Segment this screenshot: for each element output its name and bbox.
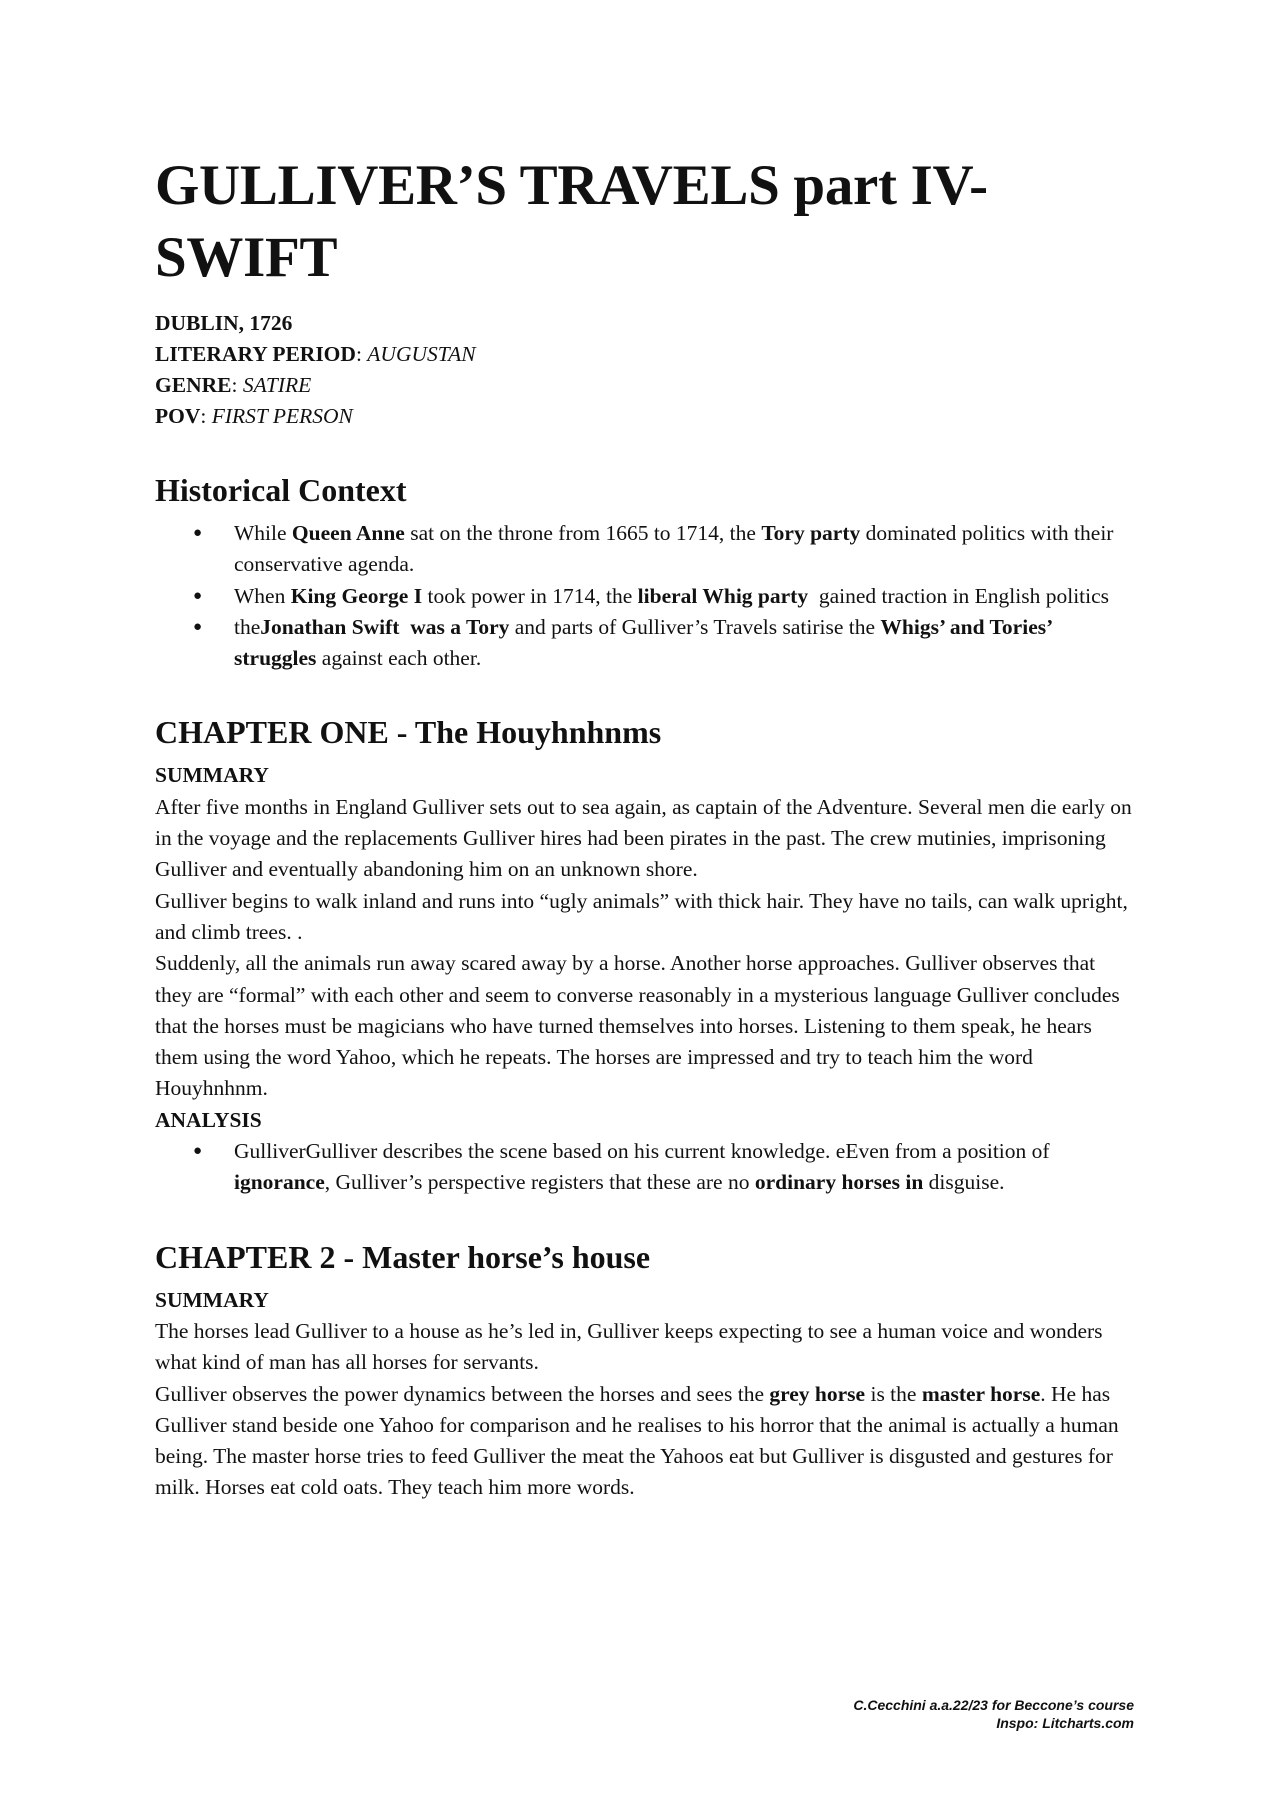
paragraph: Gulliver begins to walk inland and runs into “ugly animals” with thick hair. They have no tails, can walk upright, and climb trees. . <box>155 888 1128 944</box>
chapter-two-summary-label: SUMMARY <box>155 1287 269 1312</box>
bold-run: liberal Whig party <box>637 583 809 608</box>
pov: POV: FIRST PERSON <box>155 404 353 428</box>
paragraph: After five months in England Gulliver sets out to sea again, as captain of the Adventure. Several men die early on in the voyage and the replacements Gulliver hires had been pirates in the past. The crew mutinies, imprisoning Gulliver and eventually abandoning him on an unknown shore. <box>155 794 1132 882</box>
bold-run: Queen Anne <box>291 521 405 545</box>
place-year <box>155 308 1135 339</box>
bold-run: ignorance <box>234 1170 325 1195</box>
bold-run: Jonathan Swift was a Tory <box>260 614 510 639</box>
paragraph: Suddenly, all the animals run away scared away by a horse. Another horse approaches. Gulliver observes that they are “formal” with each other and seem to converse reasonably in a mysterious language Gulliver concludes that the horses must be magicians who have turned themselves into horses. Listening to them speak, he hears them using the word Yahoo, which he repeats. The horses are impressed and try to teach him the word Houyhnhnm. <box>155 951 1120 1101</box>
page-footer <box>853 1696 1134 1732</box>
text-run: When <box>234 583 291 608</box>
chapter-one-analysis-label: ANALYSIS <box>155 1107 262 1132</box>
footer-credit: C.Cecchini a.a.22/23 for Beccone’s course <box>853 1697 1134 1713</box>
list-item <box>155 581 1135 612</box>
literary-period: LITERARY PERIOD: AUGUSTAN <box>155 342 476 366</box>
chapter-one-summary <box>155 792 1135 1105</box>
list-item <box>155 1136 1135 1199</box>
text-run: disguise. <box>923 1170 1005 1195</box>
genre-value: SATIRE <box>242 373 312 397</box>
list-item <box>155 612 1135 675</box>
footer-source: Inspo: Litcharts.com <box>996 1715 1134 1731</box>
document-title: GULLIVER’S TRAVELS part IV- SWIFT <box>155 154 988 289</box>
text-run: sat on the throne from 1665 to 1714, the <box>404 521 762 545</box>
bullet-icon: ● <box>193 618 203 635</box>
chapter-one-heading: CHAPTER ONE - The Houyhnhnms <box>155 714 662 751</box>
chapter-two-heading: CHAPTER 2 - Master horse’s house <box>155 1238 651 1275</box>
historical-context-list <box>155 518 1135 674</box>
bullet-icon: ● <box>193 587 203 604</box>
literary-period-label: LITERARY PERIOD <box>155 342 356 366</box>
place-year-text: DUBLIN, 1726 <box>155 311 293 335</box>
text-run: took power in 1714, the <box>422 583 638 608</box>
text-run: . He has Gulliver stand beside one Yahoo for comparison and he realises to his horror that the animal is actually a human being. The master horse tries to feed Gulliver the meat the Yahoos eat but Gulliver is disgusted and gestures for milk. Horses eat cold oats. They teach him more words. <box>155 1381 1119 1500</box>
text-run: dominated politics with their conservative agenda. <box>234 521 1114 577</box>
document-content <box>155 150 1135 1504</box>
text-run: GulliverGulliver describes the scene based on his current knowledge. eEven from a position of <box>234 1139 1050 1164</box>
bold-run: King George I <box>290 583 423 608</box>
text-run: the <box>234 614 261 639</box>
paragraph: The horses lead Gulliver to a house as he’s led in, Gulliver keeps expecting to see a human voice and wonders what kind of man has all horses for servants. <box>155 1318 1103 1375</box>
chapter-one-summary-label: SUMMARY <box>155 763 269 788</box>
pov-label: POV <box>155 404 201 428</box>
text-run: While <box>234 521 292 545</box>
bold-run: Whigs’ and Tories’ struggles <box>234 614 1052 671</box>
text-run: is the <box>865 1381 922 1406</box>
literary-period-value: AUGUSTAN <box>367 342 476 366</box>
genre: GENRE: SATIRE <box>155 373 312 397</box>
bold-run: ordinary horses in <box>754 1170 924 1195</box>
pov-value: FIRST PERSON <box>211 404 353 428</box>
bold-run: master horse <box>921 1381 1041 1406</box>
text-run: and parts of Gulliver’s Travels satirise the <box>509 614 881 639</box>
text-run: against each other. <box>316 646 482 671</box>
chapter-two-summary <box>155 1316 1135 1504</box>
text-run: gained traction in English politics <box>808 583 1110 608</box>
bullet-icon: ● <box>193 525 203 541</box>
document-meta <box>155 308 1135 432</box>
historical-context-heading: Historical Context <box>155 472 407 508</box>
chapter-one-analysis-list <box>155 1136 1135 1199</box>
bold-run: grey horse <box>769 1381 866 1406</box>
text-run: Gulliver observes the power dynamics between the horses and sees the <box>155 1381 770 1406</box>
paragraph <box>155 1379 1135 1504</box>
bullet-icon: ● <box>193 1143 203 1160</box>
genre-label: GENRE <box>155 373 232 397</box>
bold-run: Tory party <box>761 521 861 545</box>
text-run: , Gulliver’s perspective registers that these are no <box>324 1170 755 1195</box>
list-item <box>155 518 1135 581</box>
